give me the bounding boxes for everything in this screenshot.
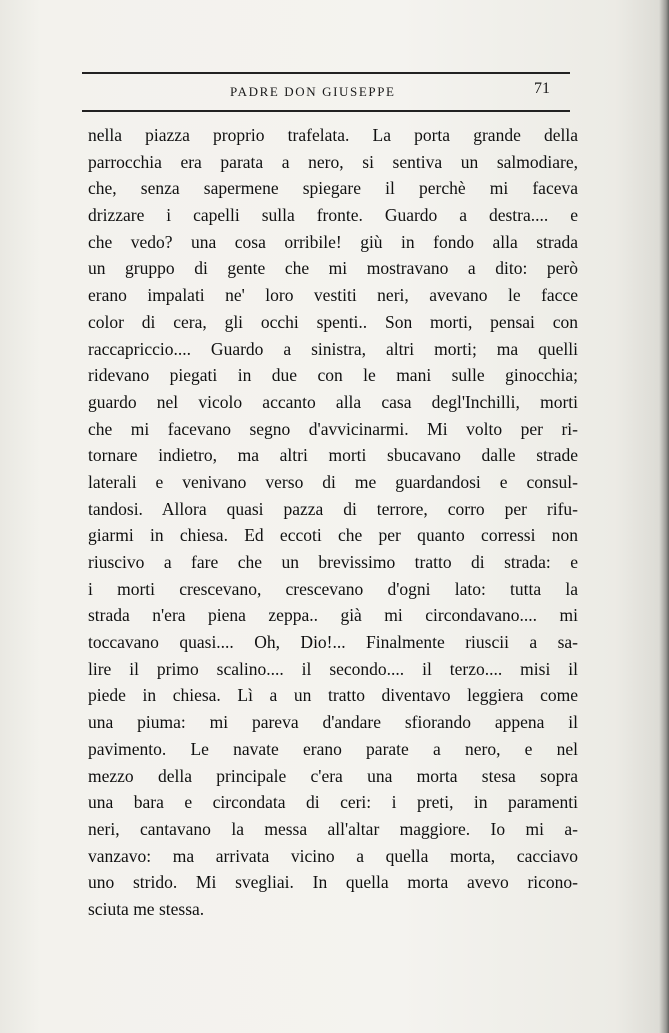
text-line: toccavano quasi.... Oh, Dio!... Finalmente riuscii a sa- [88,632,578,653]
text-line: laterali e venivano verso di me guardandosi e consul- [88,471,578,492]
header-rule-top [82,72,570,74]
text-line: giarmi in chiesa. Ed eccoti che per quanto corressi non [88,525,578,546]
text-line: tandosi. Allora quasi pazza di terrore, corro per rifu- [88,498,578,519]
page-number: 71 [534,80,550,97]
text-line: nella piazza proprio trafelata. La porta grande della [88,125,578,145]
text-line: sciuta me stessa. [88,898,205,919]
text-line: drizzare i capelli sulla fronte. Guardo a destra.... e [88,205,578,226]
text-line: guardo nel vicolo accanto alla casa degl'Inchilli, morti [88,391,578,412]
text-line: una piuma: mi pareva d'andare sfiorando appena il [88,712,578,733]
text-line: raccapriccio.... Guardo a sinistra, altri morti; ma quelli [88,338,578,359]
text-line: erano impalati ne' loro vestiti neri, avevano le facce [88,285,578,306]
text-line: che, senza sapermene spiegare il perchè mi faceva [88,178,578,199]
text-line: mezzo della principale c'era una morta stesa sopra [88,765,578,786]
text-line: color di cera, gli occhi spenti.. Son morti, pensai con [88,311,578,332]
text-line: vanzavo: ma arrivata vicino a quella morta, cacciavo [88,845,578,866]
text-line: ridevano piegati in due con le mani sulle ginocchia; [88,365,578,386]
text-line: parrocchia era parata a nero, si sentiva un salmodiare, [88,151,578,172]
text-line: strada n'era piena zeppa.. già mi circondavano.... mi [88,605,578,626]
text-line: riuscivo a fare che un brevissimo tratto di strada: e [88,552,578,572]
text-line: neri, cantavano la messa all'altar maggiore. Io mi a- [88,818,578,839]
text-line: i morti crescevano, crescevano d'ogni lato: tutta la [88,578,578,599]
text-line: tornare indietro, ma altri morti sbucavano dalle strade [88,445,578,466]
body-text [88,122,578,923]
text-line: che vedo? una cosa orribile! giù in fondo alla strada [88,231,578,252]
text-line: lire il primo scalino.... il secondo.... il terzo.... misi il [88,658,578,679]
text-line: uno strido. Mi svegliai. In quella morta avevo ricono- [88,872,578,893]
header-rule-bottom [82,110,570,112]
text-line: piede in chiesa. Lì a un tratto diventavo leggiera come [88,685,578,706]
text-line: un gruppo di gente che mi mostravano a dito: però [88,258,578,279]
running-title: PADRE DON GIUSEPPE [230,84,396,99]
page-edge-shadow [659,0,669,1033]
text-line: che mi facevano segno d'avvicinarmi. Mi volto per ri- [88,418,578,439]
text-line: pavimento. Le navate erano parate a nero, e nel [88,738,578,759]
text-line: una bara e circondata di ceri: i preti, in paramenti [88,792,578,813]
